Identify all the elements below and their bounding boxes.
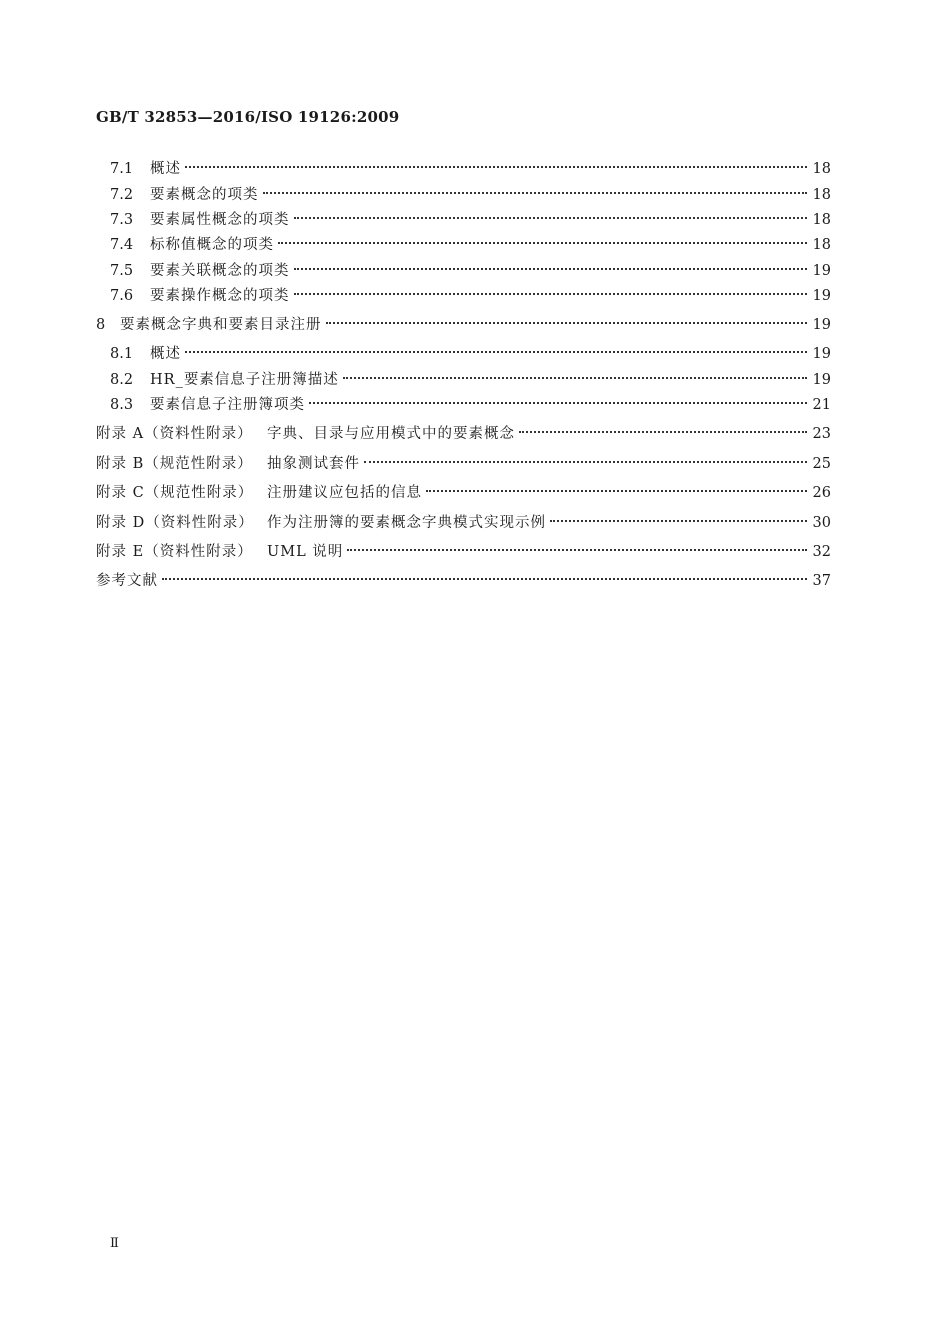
toc-leader [343,364,807,384]
toc-number: 8.1 [110,346,134,362]
toc-entry-7-2[interactable] [110,179,831,205]
toc-title: 参考文献 [96,573,158,589]
toc-number: 7.5 [110,263,134,279]
toc-page: 21 [812,397,831,413]
toc-number: 8 [96,317,106,333]
toc-leader [185,153,807,173]
toc-number: 附录 D（资料性附录） [96,515,254,531]
toc-entry-7-4[interactable] [110,229,831,255]
toc-leader [426,477,807,497]
toc-title: 要素关联概念的项类 [150,263,290,279]
toc-title: 要素操作概念的项类 [150,288,290,304]
toc-page: 37 [812,573,831,589]
toc-page: 19 [812,372,831,388]
toc-page: 23 [812,426,831,442]
toc-number: 附录 A（资料性附录） [96,426,253,442]
toc-page: 32 [812,544,831,560]
toc-title: 抽象测试套件 [267,456,360,472]
toc-page: 19 [812,317,831,333]
toc-page: 25 [812,456,831,472]
toc-entry-appendix-b[interactable] [96,448,831,474]
toc-leader [364,448,807,468]
toc-leader [519,418,807,438]
toc-title: 要素信息子注册簿项类 [150,397,305,413]
toc-entry-8-3[interactable] [110,389,831,415]
page-number: Ⅱ [110,1236,119,1251]
toc-title: 字典、目录与应用模式中的要素概念 [267,426,515,442]
toc-title: 作为注册簿的要素概念字典模式实现示例 [267,515,546,531]
toc-entry-references[interactable] [96,565,831,591]
toc-title: UML 说明 [267,544,344,560]
toc-title: HR_要素信息子注册簿描述 [150,372,339,388]
toc-leader [294,204,807,224]
toc-entry-7-3[interactable] [110,204,831,230]
toc-leader [162,565,807,585]
toc-number: 7.1 [110,161,134,177]
toc-title: 概述 [150,346,181,362]
toc-leader [294,255,807,275]
toc-number: 附录 C（规范性附录） [96,485,254,501]
toc-entry-7-6[interactable] [110,280,831,306]
toc-page: 19 [812,346,831,362]
toc-leader [347,536,806,556]
toc-leader [185,338,807,358]
toc-number: 7.3 [110,212,134,228]
toc-entry-8-1[interactable] [110,338,831,364]
toc-entry-appendix-e[interactable] [96,536,831,562]
toc-page: 19 [812,288,831,304]
toc-entry-8-2[interactable] [110,364,831,390]
toc-page: 18 [812,237,831,253]
toc-leader [309,389,807,409]
toc-entry-appendix-d[interactable] [96,507,831,533]
toc-number: 附录 B（规范性附录） [96,456,253,472]
toc-title: 要素属性概念的项类 [150,212,290,228]
toc-title: 标称值概念的项类 [150,237,274,253]
toc-number: 7.4 [110,237,134,253]
toc-page: 18 [812,187,831,203]
toc-page: 18 [812,212,831,228]
toc-title: 注册建议应包括的信息 [267,485,422,501]
toc-number: 8.3 [110,397,134,413]
toc-page: 18 [812,161,831,177]
toc-number: 7.6 [110,288,134,304]
toc-page: 19 [812,263,831,279]
toc-title: 要素概念字典和要素目录注册 [120,317,322,333]
toc-page: 30 [812,515,831,531]
toc-title: 要素概念的项类 [150,187,259,203]
toc-entry-7-5[interactable] [110,255,831,281]
toc-leader [326,309,807,329]
toc-number: 附录 E（资料性附录） [96,544,253,560]
toc-leader [550,507,807,527]
toc-title: 概述 [150,161,181,177]
toc-entry-appendix-a[interactable] [96,418,831,444]
toc-leader [294,280,807,300]
toc-number: 8.2 [110,372,134,388]
toc-leader [278,229,807,249]
standard-number: GB/T 32853—2016/ISO 19126:2009 [96,108,400,126]
toc-entry-8[interactable] [96,309,831,335]
toc-entry-7-1[interactable] [110,153,831,179]
toc-number: 7.2 [110,187,134,203]
toc-page: 26 [812,485,831,501]
toc-leader [263,179,807,199]
toc-entry-appendix-c[interactable] [96,477,831,503]
